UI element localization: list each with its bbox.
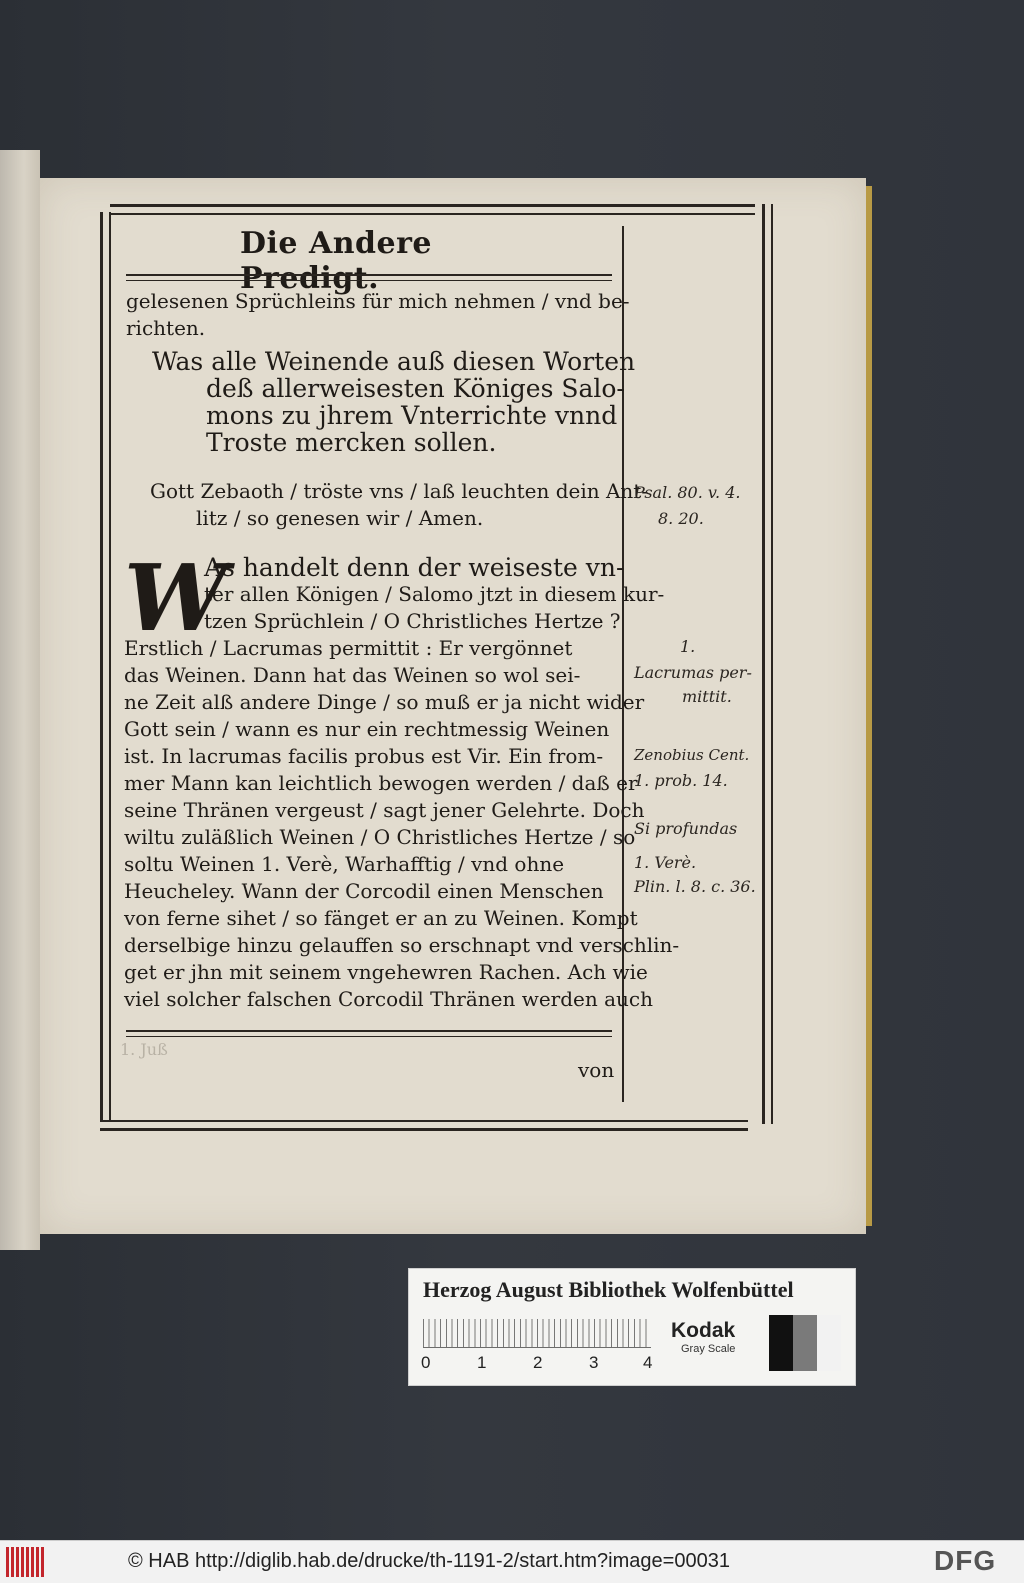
gray-scale-label: Gray Scale — [681, 1343, 736, 1355]
body-line: Heucheley. Wann der Corcodil einen Menschen — [124, 879, 604, 903]
body-line: das Weinen. Dann hat das Weinen so wol sei- — [124, 663, 581, 687]
gray-swatch — [769, 1315, 793, 1371]
ruler-number: 2 — [533, 1353, 543, 1372]
margin-note: Plin. l. 8. c. 36. — [634, 877, 756, 896]
drop-cap: W — [124, 544, 228, 652]
body-line: Gott sein / wann es nur ein rechtmessig Weinen — [124, 717, 610, 741]
body-line: von ferne sihet / so fänget er an zu Weinen. Kompt — [124, 906, 638, 930]
left-page-edge — [0, 150, 40, 1250]
body-line: soltu Weinen 1. Verè, Warhafftig / vnd ohne — [124, 852, 565, 876]
footer-bar — [0, 1540, 1024, 1583]
margin-note: Psal. 80. v. 4. — [634, 483, 741, 502]
frame-top-rule — [110, 204, 755, 215]
margin-note: Si profundas — [634, 819, 738, 838]
body-line: get er jhn mit seinem vngehewren Rachen. Ach wie — [124, 960, 648, 984]
prayer-line: Gott Zebaoth / tröste vns / laß leuchten dein Ant- — [150, 479, 649, 503]
kodak-label: Kodak — [671, 1319, 736, 1342]
header-rule — [126, 274, 612, 281]
dfg-logo: DFG — [934, 1545, 997, 1576]
section-heading-line: deß allerweisesten Königes Salo- — [206, 374, 625, 403]
body-line: Erstlich / Lacrumas permittit : Er vergönnet — [124, 636, 573, 660]
frame-left-rule — [100, 212, 111, 1122]
prayer-line: litz / so genesen wir / Amen. — [196, 506, 484, 530]
body-line: ne Zeit alß andere Dinge / so muß er ja nicht wider — [124, 690, 645, 714]
barcode-icon — [6, 1547, 46, 1577]
section-heading-line: Was alle Weinende auß diesen Worten — [152, 347, 636, 376]
body-line: viel solcher falschen Corcodil Thränen werden auch — [124, 987, 654, 1011]
body-line: wiltu zuläßlich Weinen / O Christliches Hertze / so — [124, 825, 636, 849]
gray-swatch — [793, 1315, 817, 1371]
library-name: Herzog August Bibliothek Wolfenbüttel — [423, 1277, 794, 1302]
margin-note: Lacrumas per- — [634, 663, 752, 682]
calibration-card — [408, 1268, 856, 1386]
body-line: tzen Sprüchlein / O Christliches Hertze ? — [204, 609, 621, 633]
ruler-number: 4 — [643, 1353, 653, 1372]
margin-note: Zenobius Cent. — [634, 746, 750, 764]
frame-right-rule — [762, 204, 773, 1124]
running-head: Die Andere Predigt. — [240, 226, 432, 296]
ruler-number: 0 — [421, 1353, 431, 1372]
margin-note: 8. 20. — [658, 509, 704, 528]
frame-bottom-rule — [100, 1120, 748, 1131]
bleed-through-text: 1. Juß — [120, 1040, 168, 1059]
body-line: derselbige hinzu gelauffen so erschnapt vnd verschlin- — [124, 933, 680, 957]
margin-note: 1. Verè. — [634, 853, 697, 872]
body-line: ter allen Königen / Salomo jtzt in diesem kur- — [204, 582, 665, 606]
text-line: gelesenen Sprüchleins für mich nehmen / vnd be- — [126, 289, 630, 313]
body-line: mer Mann kan leichtlich bewogen werden / daß er — [124, 771, 638, 795]
section-heading-line: mons zu jhrem Vnterrichte vnnd — [206, 401, 618, 430]
footer-rule — [126, 1030, 612, 1037]
margin-note: 1. prob. 14. — [634, 771, 728, 790]
body-line: seine Thränen vergeust / sagt jener Gelehrte. Doch — [124, 798, 645, 822]
margin-note: 1. — [680, 637, 696, 656]
footer-credit-link[interactable]: © HAB http://diglib.hab.de/drucke/th-1191-2/start.htm?image=00031 — [128, 1550, 730, 1572]
ruler-number: 3 — [589, 1353, 599, 1372]
scale-ruler — [423, 1319, 651, 1348]
body-line: As handelt denn der weiseste vn- — [204, 553, 625, 582]
margin-note: mittit. — [682, 687, 732, 706]
gray-scale-swatches — [769, 1315, 841, 1371]
body-line: ist. In lacrumas facilis probus est Vir. Ein from- — [124, 744, 604, 768]
gray-swatch — [817, 1315, 841, 1371]
ruler-number: 1 — [477, 1353, 487, 1372]
book-page — [40, 178, 866, 1234]
text-line: richten. — [126, 316, 206, 340]
section-heading-line: Troste mercken sollen. — [206, 428, 497, 457]
catchword: von — [578, 1058, 615, 1082]
